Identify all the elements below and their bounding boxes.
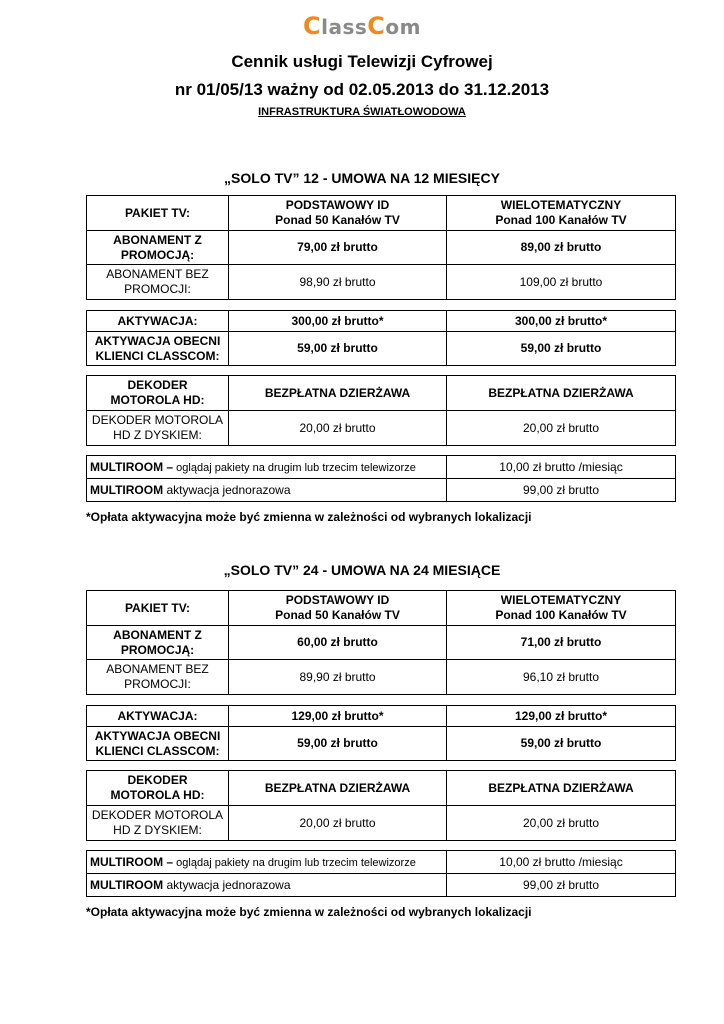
footnote: *Opłata aktywacyjna może być zmienna w zależności od wybranych lokalizacji: [86, 905, 532, 919]
row-label: AKTYWACJA OBECNI KLIENCI CLASSCOM:: [87, 332, 229, 366]
multiroom-table: [86, 850, 676, 897]
package-basic: PODSTAWOWY ID Ponad 50 Kanałów TV: [229, 196, 447, 231]
price-cell: 20,00 zł brutto: [447, 806, 676, 841]
table-row: [87, 311, 676, 332]
table-row: [87, 332, 676, 366]
price-cell: 59,00 zł brutto: [447, 332, 676, 366]
row-label: AKTYWACJA:: [87, 311, 229, 332]
price-cell: 20,00 zł brutto: [229, 806, 447, 841]
package-label: PAKIET TV:: [87, 196, 229, 231]
price-cell: 59,00 zł brutto: [229, 332, 447, 366]
table-row: [87, 376, 676, 411]
row-label: MULTIROOM aktywacja jednorazowa: [87, 479, 447, 502]
activation-table: [86, 705, 676, 761]
table-row: [87, 706, 676, 727]
row-label: AKTYWACJA OBECNI KLIENCI CLASSCOM:: [87, 727, 229, 761]
price-cell: 20,00 zł brutto: [229, 411, 447, 446]
row-label: ABONAMENT BEZ PROMOCJI:: [87, 660, 229, 695]
price-cell: 300,00 zł brutto*: [447, 311, 676, 332]
table-row: [87, 626, 676, 660]
price-cell: 89,90 zł brutto: [229, 660, 447, 695]
footnote: *Opłata aktywacyjna może być zmienna w zależności od wybranych lokalizacji: [86, 510, 532, 524]
price-cell: BEZPŁATNA DZIERŻAWA: [229, 376, 447, 411]
package-multi: WIELOTEMATYCZNY Ponad 100 Kanałów TV: [447, 196, 676, 231]
price-cell: 10,00 zł brutto /miesiąc: [447, 456, 676, 479]
table-row: [87, 727, 676, 761]
multiroom-table: [86, 455, 676, 502]
row-label: ABONAMENT BEZ PROMOCJI:: [87, 265, 229, 300]
price-cell: 98,90 zł brutto: [229, 265, 447, 300]
classcom-logo: ClassCom: [302, 12, 421, 40]
row-label: DEKODER MOTOROLA HD Z DYSKIEM:: [87, 806, 229, 841]
table-row: [87, 851, 676, 874]
decoder-table: [86, 375, 676, 446]
table-row: [87, 231, 676, 265]
price-cell: 89,00 zł brutto: [447, 231, 676, 265]
table-header-row: [87, 196, 676, 231]
price-cell: 109,00 zł brutto: [447, 265, 676, 300]
section-title: „SOLO TV” 24 - UMOWA NA 24 MIESIĄCE: [223, 562, 501, 578]
decoder-table: [86, 770, 676, 841]
price-cell: BEZPŁATNA DZIERŻAWA: [447, 771, 676, 806]
pricing-table: [86, 195, 676, 300]
activation-table: [86, 310, 676, 366]
price-cell: 60,00 zł brutto: [229, 626, 447, 660]
document-title: Cennik usługi Telewizji Cyfrowej: [231, 52, 493, 71]
row-label: DEKODER MOTOROLA HD:: [87, 376, 229, 411]
package-label: PAKIET TV:: [87, 591, 229, 626]
price-cell: 71,00 zł brutto: [447, 626, 676, 660]
price-cell: 300,00 zł brutto*: [229, 311, 447, 332]
pricing-table: [86, 590, 676, 695]
table-row: [87, 771, 676, 806]
price-cell: 96,10 zł brutto: [447, 660, 676, 695]
table-header-row: [87, 591, 676, 626]
price-cell: 129,00 zł brutto*: [447, 706, 676, 727]
price-cell: 10,00 zł brutto /miesiąc: [447, 851, 676, 874]
table-row: [87, 806, 676, 841]
price-cell: 129,00 zł brutto*: [229, 706, 447, 727]
table-row: [87, 874, 676, 897]
row-label: DEKODER MOTOROLA HD:: [87, 771, 229, 806]
row-label: AKTYWACJA:: [87, 706, 229, 727]
table-row: [87, 660, 676, 695]
row-label: MULTIROOM – oglądaj pakiety na drugim lub trzecim telewizorze: [87, 456, 447, 479]
table-row: [87, 411, 676, 446]
price-cell: BEZPŁATNA DZIERŻAWA: [229, 771, 447, 806]
document-validity: nr 01/05/13 ważny od 02.05.2013 do 31.12.2013: [174, 80, 550, 99]
package-multi: WIELOTEMATYCZNY Ponad 100 Kanałów TV: [447, 591, 676, 626]
price-cell: BEZPŁATNA DZIERŻAWA: [447, 376, 676, 411]
row-label: MULTIROOM aktywacja jednorazowa: [87, 874, 447, 897]
price-cell: 59,00 zł brutto: [229, 727, 447, 761]
row-label: ABONAMENT Z PROMOCJĄ:: [87, 231, 229, 265]
row-label: DEKODER MOTOROLA HD Z DYSKIEM:: [87, 411, 229, 446]
section-title: „SOLO TV” 12 - UMOWA NA 12 MIESIĘCY: [224, 170, 500, 186]
table-row: [87, 479, 676, 502]
price-cell: 99,00 zł brutto: [447, 479, 676, 502]
price-cell: 99,00 zł brutto: [447, 874, 676, 897]
price-cell: 20,00 zł brutto: [447, 411, 676, 446]
price-cell: 59,00 zł brutto: [447, 727, 676, 761]
package-basic: PODSTAWOWY ID Ponad 50 Kanałów TV: [229, 591, 447, 626]
table-row: [87, 456, 676, 479]
document-subtitle: INFRASTRUKTURA ŚWIATŁOWODOWA: [258, 106, 466, 118]
table-row: [87, 265, 676, 300]
row-label: MULTIROOM – oglądaj pakiety na drugim lub trzecim telewizorze: [87, 851, 447, 874]
row-label: ABONAMENT Z PROMOCJĄ:: [87, 626, 229, 660]
price-cell: 79,00 zł brutto: [229, 231, 447, 265]
